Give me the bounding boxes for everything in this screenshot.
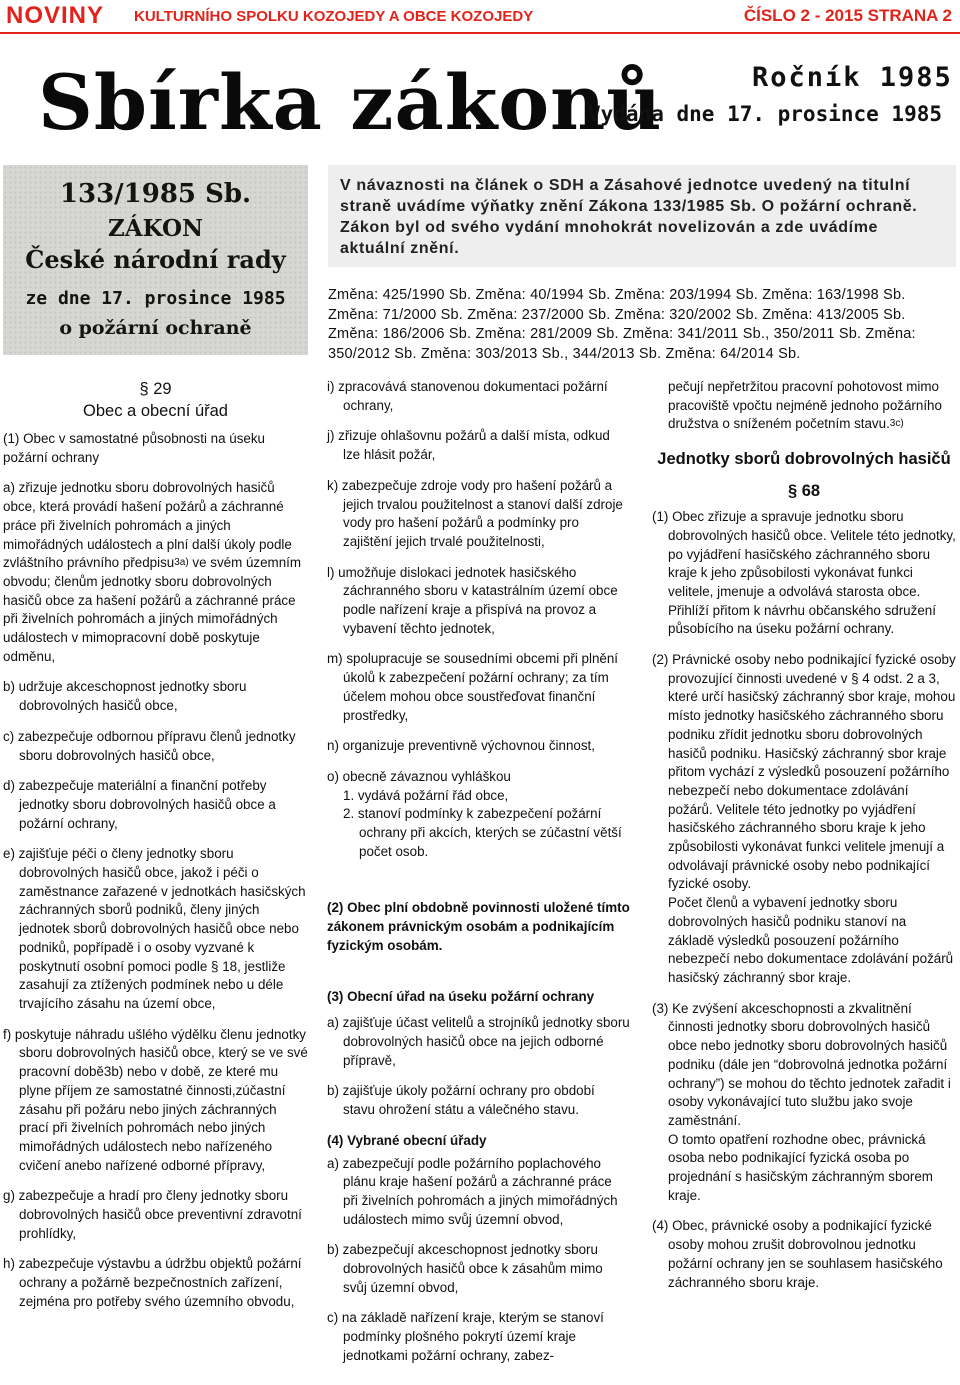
banner-date: Vydána dne 17. prosince 1985	[588, 102, 943, 126]
masthead-subtitle: KULTURNÍHO SPOLKU KOZOJEDY A OBCE KOZOJEDY	[134, 8, 534, 25]
masthead	[0, 0, 960, 33]
s68-paragraph-1: (1) Obec zřizuje a spravuje jednotku sboru dobrovolných hasičů obce. Velitele této jednotky, po vyjádření hasičského záchranného sboru kraje k jeho způsobilosti vykonávat funkci velitele, jmenuje a odvolává starosta obce. Přihlíží přitom k návrhu občanského sdružení působícího na úseku požární ochrany.	[652, 509, 956, 637]
law-number: 133/1985 Sb.	[59, 179, 252, 209]
item-o-2: 2. stanoví podmínky k zabezpečení požární ochrany při akcích, kterých se zúčastní větší počet osob.	[343, 806, 622, 859]
section-heading: Jednotky sborů dobrovolných hasičů	[657, 450, 951, 469]
paragraph-2: (2) Obec plní obdobně povinnosti uložené tímto zákonem právnickým osobám a podnikajícím fyzickým osobám.	[327, 900, 630, 953]
item-b: b) udržuje akceschopnost jednotky sboru dobrovolných hasičů obce,	[3, 679, 247, 714]
item-h: h) zabezpečuje výstavbu a údržbu objektů požární ochrany a požárně bezpečnostních zařízení, zejména pro potřeby svého územního obvodu,	[3, 1256, 302, 1309]
banner-title: Sbírka zákonů	[38, 58, 663, 147]
masthead-issue: ČÍSLO 2 - 2015 STRANA 2	[743, 6, 952, 25]
item-4c: c) na základě nařízení kraje, kterým se stanoví podmínky plošného pokrytí území kraje jednotkami požární ochrany, zabez-	[327, 1310, 604, 1363]
footnote-3a: 3a)	[174, 557, 189, 569]
item-f: f) poskytuje náhradu ušlého výdělku členu jednotky sboru dobrovolných hasičů obce, který se ve své pracovní době3b) nebo v době, ze které mu plyne příjem ze samostatné činnosti,zúčastní zásahu při požáru nebo jiných záchranných prací při živelních pohromách nebo jiných mimořádných událostech nebo nařízeného cvičení anebo nařízené odborné přípravy,	[3, 1026, 308, 1173]
law-type: ZÁKON	[107, 215, 204, 242]
item-o: o) obecně závaznou vyhláškou	[327, 768, 511, 784]
s68-paragraph-3: (3) Ke zvýšení akceschopnosti a zkvalitnění činnosti jednotky sboru dobrovolných hasičů obce nebo jednotky sboru dobrovolných hasičů podniku (dále jen “dobrovolná jednotka požární ochrany”) se mohou do těchto jednotek zařadit i osoby vykonávající tuto službu jako svoje zaměstnání.	[652, 1000, 951, 1128]
item-a-text-cont: ve svém územním obvodu; členům jednotky sboru dobrovolných hasičů obce za hašení požárů a záchranné práce při živelních pohromách a jiných mimořádných událostech v mimopracovní době poskytuje odměnu,	[3, 555, 302, 664]
item-i: i) zpracovává stanovenou dokumentaci požární ochrany,	[327, 379, 608, 413]
intro-text: V návaznosti na článek o SDH a Zásahové jednotce uvedený na titulní straně uvádíme výňatky znění Zákona 133/1985 Sb. O požární ochraně. Zákon byl od svého vydání mnohokrát novelizován a zde uvádíme aktuální znění.	[340, 177, 918, 257]
continuation-body: pečují nepřetržitou pracovní pohotovost mimo pracoviště vpočtu nejméně jednoho požárního družstva o sníženém početním stavu.	[668, 379, 942, 432]
law-title-image	[3, 165, 308, 355]
s68-paragraph-2: (2) Právnické osoby nebo podnikající fyzické osoby provozující činnosti uvedené v § 4 odst. 2 a 3, které určí hasičský záchranný sbor kraje, mohou místo jednotky hasičského záchranného sboru podniku zřídit jednotku sboru dobrovolných hasičů podniku. Hasičský záchranný sbor kraje přitom vychází z výsledků posouzení požárního nebezpečí nebo dokumentace zdolávání požárů. Velitele této jednotky po vyjádření hasičského záchranného sboru kraje k jeho způsobilosti vykonávat funkci velitele jmenují a odvolávají právnické osoby nebo podnikající fyzické osoby.	[652, 652, 956, 892]
masthead-rule	[0, 32, 960, 34]
masthead-noviny: NOVINY	[6, 2, 105, 29]
item-d: d) zabezpečuje materiální a finanční potřeby jednotky sboru dobrovolných hasičů obce a požární ochrany,	[3, 778, 276, 831]
item-4b: b) zabezpečují akceschopnost jednotky sboru dobrovolných hasičů obce k zásahům mimo svůj územní obvod,	[327, 1242, 603, 1295]
paragraph-3-heading: (3) Obecní úřad na úseku požární ochrany	[327, 988, 595, 1004]
paragraph-1-heading: (1) Obec v samostatné působnosti na úseku požární ochrany	[3, 431, 266, 465]
intro-box	[328, 165, 956, 267]
section-68-number: § 68	[787, 482, 821, 501]
item-m: m) spolupracuje se sousedními obcemi při plnění úkolů k zabezpečení požární ochrany; za tím účelem mohou obce soustřeďovat finanční prostředky,	[327, 651, 619, 723]
s68-paragraph-2b: Počet členů a vybavení jednotky sboru dobrovolných hasičů podniku stanoví na základě výsledků posouzení požárního nebezpečí nebo dokumentace zdolávání požárů hasičský záchranný sbor kraje.	[668, 895, 954, 985]
column-2	[327, 378, 630, 1378]
collection-banner	[0, 40, 960, 158]
amendments-list: Změna: 425/1990 Sb. Změna: 40/1994 Sb. Změna: 203/1994 Sb. Změna: 163/1998 Sb. Změna: 71/2000 Sb. Změna: 237/2000 Sb. Změna: 320/2002 Sb. Změna: 413/2005 Sb. Změna: 186/2006 Sb. Změna: 281/2009 Sb. Změna: 341/2011 Sb., 350/2011 Sb. Změna: 350/2012 Sb. Změna: 303/2013 Sb., 344/2013 Sb. Změna: 64/2014 Sb.	[328, 287, 916, 362]
item-a-text: a) zřizuje jednotku sboru dobrovolných hasičů obce, která provádí hašení požárů a záchranné práce při živelních pohromách a jiných mimořádných událostech a plní další úkoly podle zvláštního právního předpisu	[3, 480, 292, 571]
item-o-1: 1. vydává požární řád obce,	[343, 787, 509, 803]
item-a	[3, 479, 308, 666]
item-4a: a) zabezpečují podle požárního poplachového plánu kraje hašení požárů a záchranné práce při živelních pohromách a jiných mimořádných událostech mimo svůj územní obvod,	[327, 1155, 618, 1227]
s68-paragraph-4: (4) Obec, právnické osoby a podnikající fyzické osoby mohou zrušit dobrovolnou jednotku požární ochrany jen se souhlasem hasičského záchranného sboru kraje.	[652, 1218, 943, 1290]
continuation-text	[652, 378, 956, 434]
law-issuer: České národní rady	[25, 245, 286, 274]
paragraph-4-heading: (4) Vybrané obecní úřady	[327, 1132, 487, 1148]
item-3a: a) zajišťuje účast velitelů a strojníků jednotky sboru dobrovolných hasičů obce na jejich odborné přípravě,	[327, 1015, 630, 1068]
section-29-title: Obec a obecní úřad	[83, 402, 228, 420]
law-subject: o požární ochraně	[59, 317, 252, 339]
item-k: k) zabezpečuje zdroje vody pro hašení požárů a jejich trvalou použitelnost a stanoví další zdroje vody pro hašení požárů a podmínky pro zajištění jejich trvalé použitelnosti,	[327, 477, 623, 549]
footnote-3c: 3c)	[889, 418, 904, 430]
banner-year: Ročník 1985	[752, 62, 953, 93]
item-g: g) zabezpečuje a hradí pro členy jednotky sboru dobrovolných hasičů obce preventivní zdravotní prohlídky,	[3, 1188, 302, 1241]
column-3	[652, 378, 956, 1304]
item-l: l) umožňuje dislokaci jednotek hasičského záchranného sboru v katastrálním území obce podle nařízení kraje a přispívá na provoz a vybavení těchto jednotek,	[327, 564, 618, 636]
item-j: j) zřizuje ohlašovnu požárů a další místa, odkud lze hlásit požár,	[327, 428, 610, 463]
item-c: c) zabezpečuje odbornou přípravu členů jednotky sboru dobrovolných hasičů obce,	[3, 728, 296, 763]
law-date: ze dne 17. prosince 1985	[25, 288, 286, 309]
item-e: e) zajišťuje péči o členy jednotky sboru dobrovolných hasičů obce, jakož i péči o zaměstnance zařazené v jednotkách hasičských záchranných sborů podniků, členy jiných jednotek sborů dobrovolných hasičů obce nebo podniků, popřípadě i o osoby vyzvané k poskytnutí osobní pomoci podle § 18, jestliže zasahují za ztížených podmínek nebo u déle trvajícího zásahu na území obce,	[3, 846, 306, 1011]
column-1	[3, 378, 308, 1324]
item-n: n) organizuje preventivně výchovnou činnost,	[327, 738, 595, 754]
s68-paragraph-3b: O tomto opatření rozhodne obec, právnická osoba nebo podnikající fyzická osoba po projednání s hasičským záchranným sborem kraje.	[668, 1131, 933, 1203]
section-29-number: § 29	[139, 380, 172, 398]
item-3b: b) zajišťuje úkoly požární ochrany pro období stavu ohrožení státu a válečného stavu.	[327, 1083, 595, 1118]
